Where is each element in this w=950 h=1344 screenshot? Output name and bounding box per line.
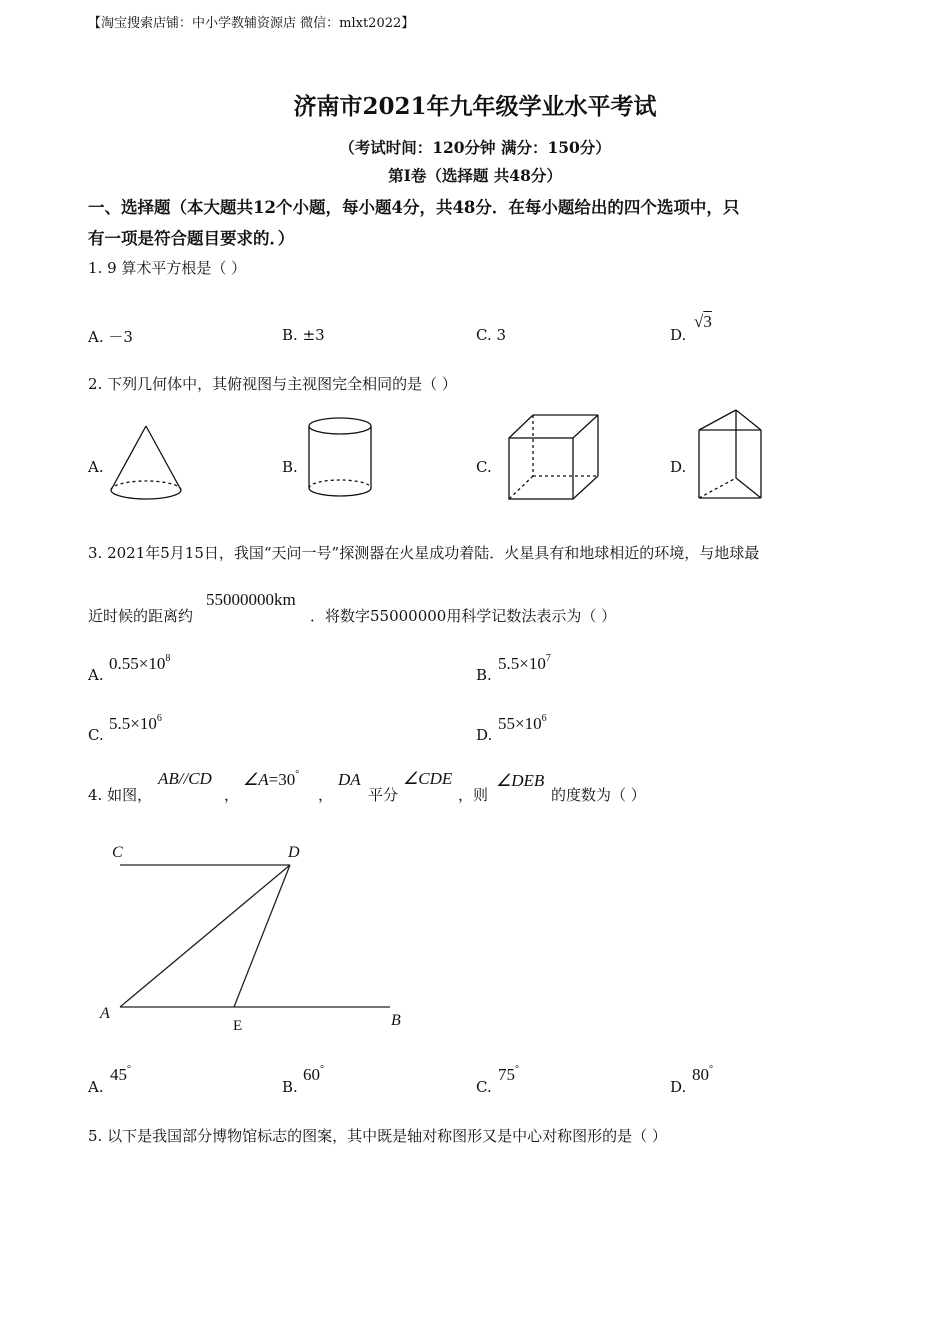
q4-cond-angle <box>243 769 299 790</box>
q4-angle-a: ∠A <box>243 770 269 789</box>
q3-option-a-value <box>109 653 170 674</box>
q4-option-b-label: B. <box>282 1078 298 1096</box>
q1-option-a <box>88 326 133 347</box>
segment-de <box>234 865 290 1007</box>
cone-icon <box>108 422 184 504</box>
question-3-line2-suffix: ．将数字55000000用科学记数法表示为（ ） <box>310 607 617 625</box>
q4-c-degree: ° <box>515 1064 519 1075</box>
q3-option-c-label: C. <box>88 726 104 744</box>
q3-distance: 55000000km <box>206 590 296 609</box>
q1-option-c <box>476 326 506 344</box>
label-b: B <box>391 1012 401 1029</box>
q4-b-degree: ° <box>320 1064 324 1075</box>
q3-option-d-label: D. <box>476 726 493 744</box>
q4-da: DA <box>338 770 361 789</box>
q3-a-exp: 8 <box>165 653 171 664</box>
q3-option-a-label: A. <box>88 666 104 684</box>
q1-option-d-label: D. <box>670 326 687 344</box>
q3-d-exp: 6 <box>541 713 547 724</box>
q4-sep1: ， <box>224 786 240 804</box>
q4-option-a-label: A. <box>88 1078 104 1096</box>
q3-c-exp: 6 <box>156 713 162 724</box>
q1-option-b-label: B. <box>282 326 298 344</box>
exam-info: （考试时间：120分钟 满分：150分） <box>339 138 611 157</box>
q2-option-a-label: A. <box>88 458 104 476</box>
header-note: 【淘宝搜索店铺：中小学教辅资源店 微信：mlxt2022】 <box>88 16 415 31</box>
q2-option-c-label: C. <box>476 458 492 476</box>
question-5-text: 5. 以下是我国部分博物馆标志的图案，其中既是轴对称图形又是中心对称图形的是（ ） <box>88 1127 667 1145</box>
label-c: C <box>112 844 123 861</box>
segment-da <box>120 865 290 1007</box>
q3-option-b-value <box>498 653 551 674</box>
q3-option-c-value <box>109 713 162 734</box>
question-3-line1: 3. 2021年5月15日，我国“天问一号”探测器在火星成功着陆．火星具有和地球相近的环境，与地球最 <box>88 544 760 562</box>
question-1-text: 1. 9 算术平方根是（ ） <box>88 259 247 277</box>
page-title: 济南市2021年九年级学业水平考试 <box>293 93 657 120</box>
q4-option-a-value <box>110 1064 131 1085</box>
triangular-prism-icon <box>696 406 766 502</box>
q4-d-degree: ° <box>709 1064 713 1075</box>
label-a: A <box>100 1005 110 1022</box>
cylinder-icon <box>306 414 374 502</box>
q4-sep2: ， <box>318 786 334 804</box>
q2-option-d-label: D. <box>670 458 687 476</box>
q1-option-a-value: －3 <box>108 328 133 346</box>
question-3-line2-prefix: 近时候的距离约 <box>88 607 194 625</box>
q4-geometry-figure <box>96 836 416 1036</box>
section-heading-line1: 一、选择题（本大题共12个小题，每小题4分，共48分．在每小题给出的四个选项中，只 <box>88 198 740 217</box>
q4-option-d-label: D. <box>670 1078 687 1096</box>
q4-d-number: 80 <box>692 1065 709 1084</box>
q1-option-c-label: C. <box>476 326 492 344</box>
q4-a-degree: ° <box>127 1064 131 1075</box>
q3-b-base: 5.5×10 <box>498 654 546 673</box>
q4-cond-parallel: AB//CD <box>158 769 212 788</box>
q4-deb: ∠DEB <box>496 771 545 790</box>
q4-option-b-value <box>303 1064 324 1085</box>
q1-option-a-label: A. <box>88 328 104 346</box>
q4-a-number: 45 <box>110 1065 127 1084</box>
volume-title: 第Ⅰ卷（选择题 共48分） <box>388 166 562 185</box>
q1-option-b <box>282 326 325 344</box>
question-2-text: 2. 下列几何体中，其俯视图与主视图完全相同的是（ ） <box>88 375 457 393</box>
q4-option-c-label: C. <box>476 1078 492 1096</box>
label-e: E <box>233 1018 243 1034</box>
q4-c-number: 75 <box>498 1065 515 1084</box>
section-heading-line2: 有一项是符合题目要求的．） <box>88 229 295 248</box>
q4-bisect: 平分 <box>368 786 399 804</box>
question-4-prefix: 4. 如图， <box>88 786 153 804</box>
q3-c-base: 5.5×10 <box>109 714 157 733</box>
q1-option-d-value <box>694 312 712 332</box>
q1-option-c-value: 3 <box>496 326 507 344</box>
q4-cde: ∠CDE <box>403 769 453 788</box>
q3-d-base: 55×10 <box>498 714 542 733</box>
cube-icon <box>506 412 602 502</box>
q4-suffix: 的度数为（ ） <box>551 786 646 804</box>
q3-b-exp: 7 <box>545 653 551 664</box>
q1-option-b-value: ±3 <box>302 326 325 344</box>
q4-option-c-value <box>498 1064 519 1085</box>
q2-option-b-label: B. <box>282 458 298 476</box>
q4-option-d-value <box>692 1064 713 1085</box>
q4-then: ，则 <box>458 786 489 804</box>
label-d: D <box>288 844 300 861</box>
q3-option-b-label: B. <box>476 666 492 684</box>
q4-b-number: 60 <box>303 1065 320 1084</box>
q3-option-d-value <box>498 713 547 734</box>
q4-angle-value: =30 <box>268 770 296 789</box>
q4-degree: ° <box>295 769 300 780</box>
q3-a-base: 0.55×10 <box>109 654 166 673</box>
sqrt-radicand: 3 <box>703 312 712 331</box>
sqrt-sign: √ <box>694 312 704 331</box>
